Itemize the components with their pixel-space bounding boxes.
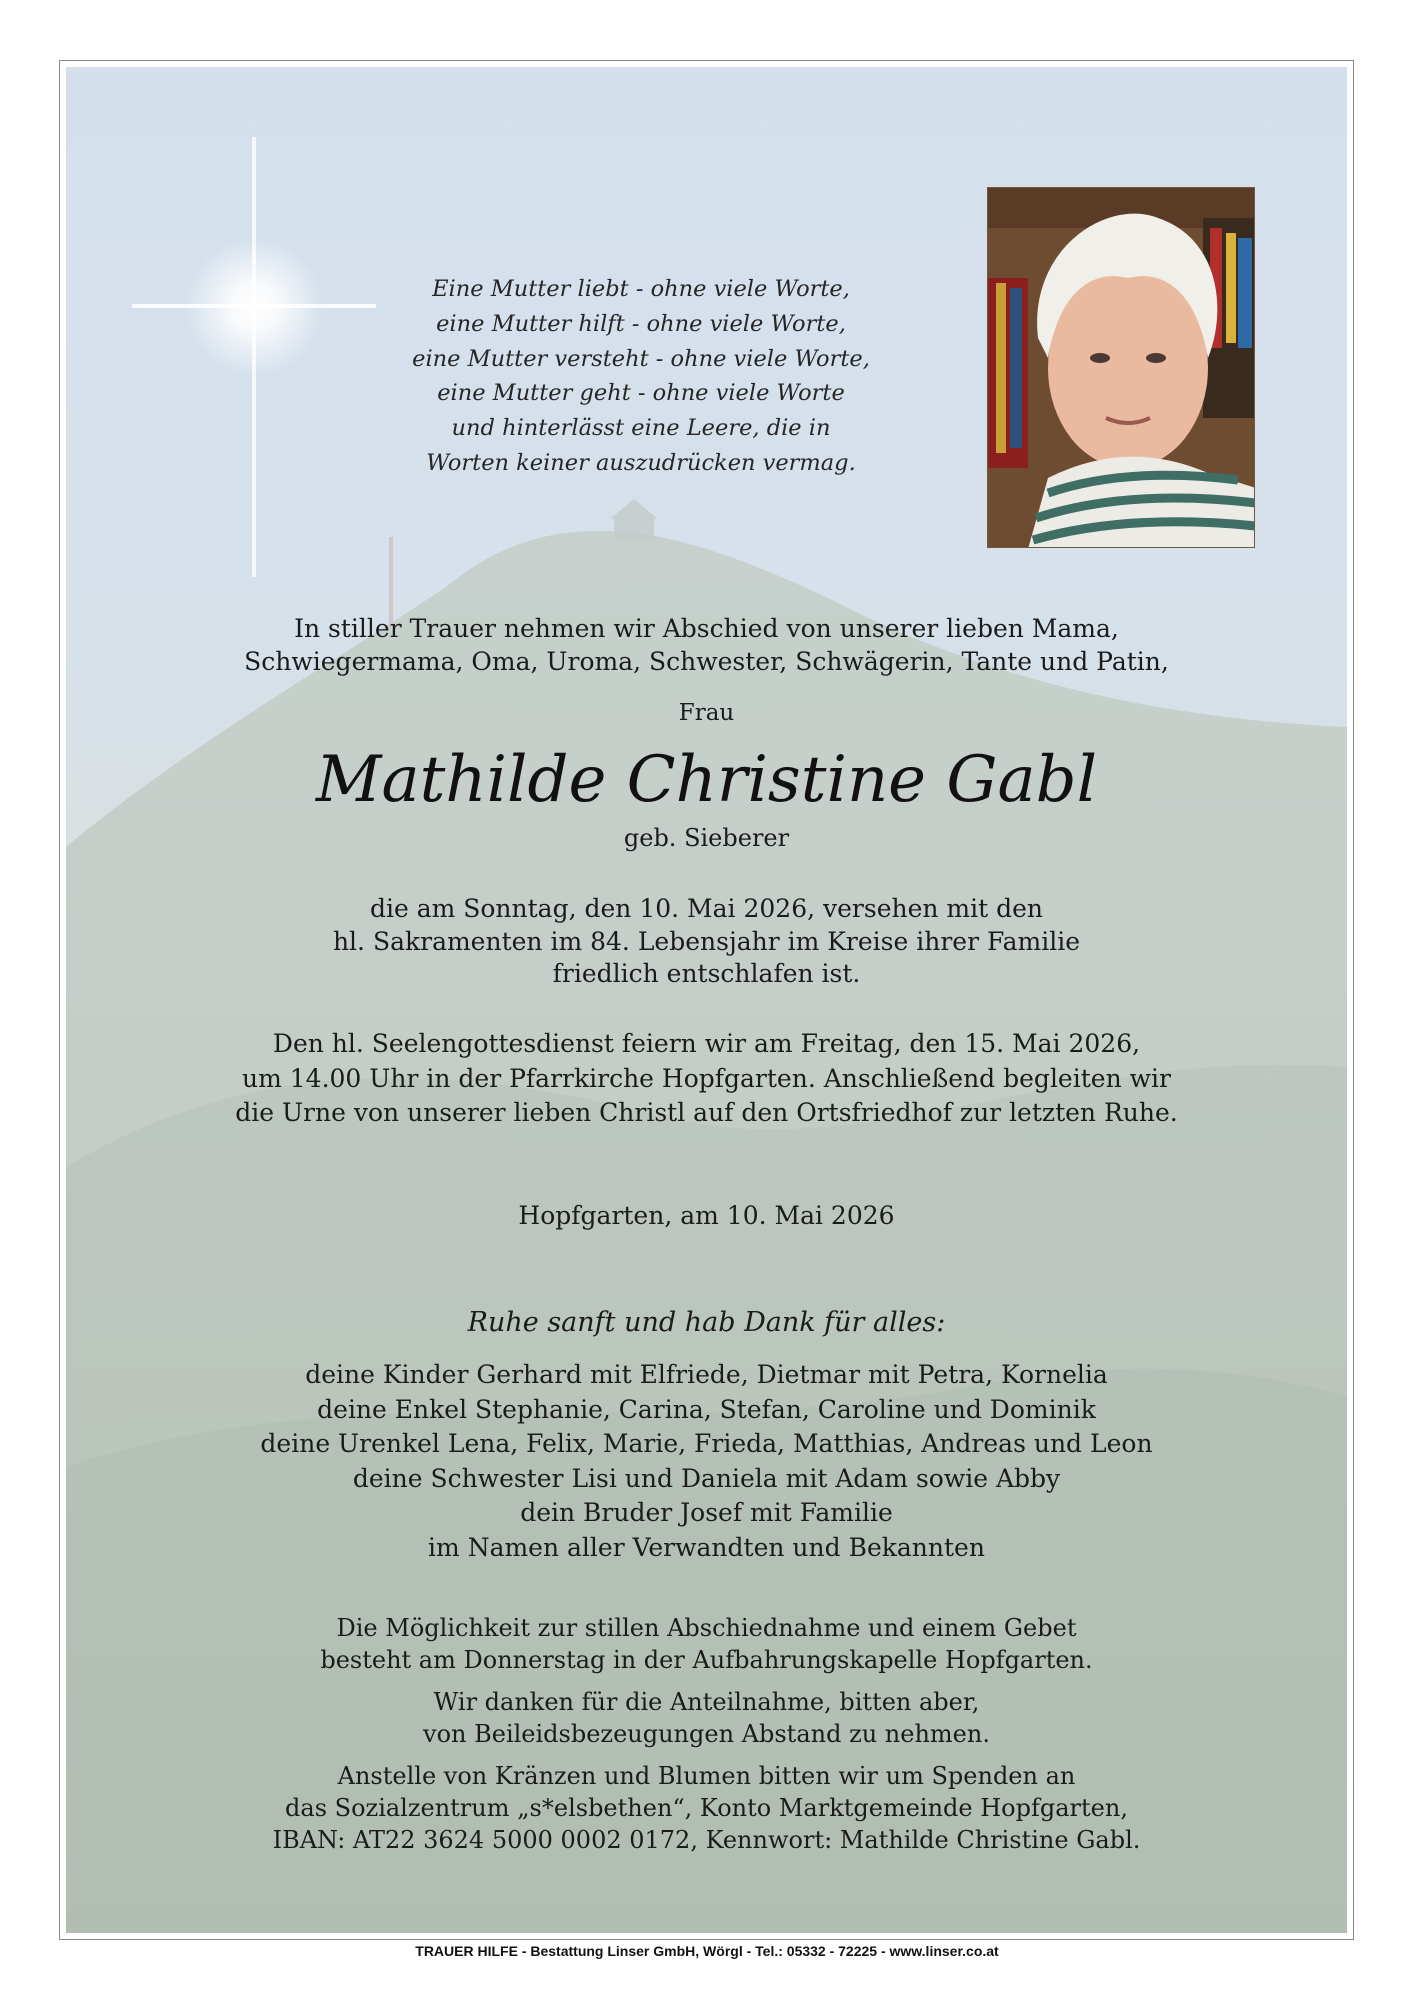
memorial-poem	[396, 272, 886, 481]
intro-line: Schwiegermama, Oma, Uroma, Schwester, Schwägerin, Tante und Patin,	[244, 647, 1169, 676]
closing-notes	[66, 1612, 1347, 1866]
salutation: Frau	[678, 700, 735, 726]
poem-line: Eine Mutter liebt - ohne viele Worte,	[432, 276, 850, 302]
donation-note	[66, 1760, 1347, 1856]
deceased-name: Mathilde Christine Gabl	[315, 743, 1098, 817]
poem-line: eine Mutter geht - ohne viele Worte	[437, 380, 845, 407]
place-date: Hopfgarten, am 10. Mai 2026	[518, 1201, 895, 1230]
note-line: IBAN: AT22 3624 5000 0002 0172, Kennwort: Mathilde Christine Gabl.	[272, 1826, 1141, 1854]
intro-text	[66, 612, 1347, 678]
note-line: Anstelle von Kränzen und Blumen bitten wir um Spenden an	[337, 1762, 1076, 1790]
mourners-line: im Namen aller Verwandten und Bekannten	[428, 1532, 985, 1562]
poem-line: Worten keiner auszudrücken vermag.	[426, 449, 856, 476]
death-notice-line: friedlich entschlafen ist.	[552, 959, 861, 988]
note-line: besteht am Donnerstag in der Aufbahrungskapelle Hopfgarten.	[320, 1646, 1093, 1674]
maiden-name: geb. Sieberer	[623, 824, 790, 852]
service-info	[66, 1027, 1347, 1131]
note-line: Wir danken für die Anteilnahme, bitten aber,	[433, 1688, 980, 1716]
mourners-line: dein Bruder Josef mit Familie	[520, 1498, 893, 1527]
portrait-illustration	[988, 188, 1255, 548]
mourners-line: deine Urenkel Lena, Felix, Marie, Frieda, Matthias, Andreas und Leon	[260, 1429, 1153, 1458]
poem-line: und hinterlässt eine Leere, die in	[451, 415, 831, 442]
poem-line: eine Mutter versteht - ohne viele Worte,	[412, 345, 870, 372]
viewing-note	[66, 1612, 1347, 1676]
mourners-list	[66, 1358, 1347, 1565]
death-notice-line: hl. Sakramenten im 84. Lebensjahr im Kreise ihrer Familie	[332, 926, 1081, 956]
farewell-heading: Ruhe sanft und hab Dank für alles:	[467, 1307, 946, 1338]
mourners-line: deine Kinder Gerhard mit Elfriede, Dietmar mit Petra, Kornelia	[305, 1360, 1108, 1389]
mourners-line: deine Enkel Stephanie, Carina, Stefan, Caroline und Dominik	[317, 1394, 1096, 1424]
condolence-note	[66, 1686, 1347, 1750]
death-notice-line: die am Sonntag, den 10. Mai 2026, versehen mit den	[369, 894, 1044, 923]
mourners-line: deine Schwester Lisi und Daniela mit Adam sowie Abby	[352, 1463, 1061, 1493]
poem-line: eine Mutter hilft - ohne viele Worte,	[436, 310, 846, 337]
service-line: Den hl. Seelengottesdienst feiern wir am Freitag, den 15. Mai 2026,	[272, 1029, 1141, 1058]
portrait-photo	[987, 187, 1255, 548]
service-line: um 14.00 Uhr in der Pfarrkirche Hopfgarten. Anschließend begleiten wir	[242, 1063, 1171, 1093]
note-line: von Beileidsbezeugungen Abstand zu nehmen.	[423, 1720, 990, 1748]
funeral-home-footer: TRAUER HILFE - Bestattung Linser GmbH, Wörgl - Tel.: 05332 - 72225 - www.linser.co.at	[415, 1943, 999, 1959]
intro-line: In stiller Trauer nehmen wir Abschied von unserer lieben Mama,	[294, 614, 1119, 643]
obituary-card	[66, 67, 1347, 1933]
note-line: Die Möglichkeit zur stillen Abschiednahme und einem Gebet	[336, 1614, 1077, 1642]
death-notice	[66, 893, 1347, 991]
service-line: die Urne von unserer lieben Christl auf den Ortsfriedhof zur letzten Ruhe.	[235, 1098, 1178, 1127]
note-line: das Sozialzentrum „s*elsbethen“, Konto Marktgemeinde Hopfgarten,	[285, 1794, 1128, 1822]
